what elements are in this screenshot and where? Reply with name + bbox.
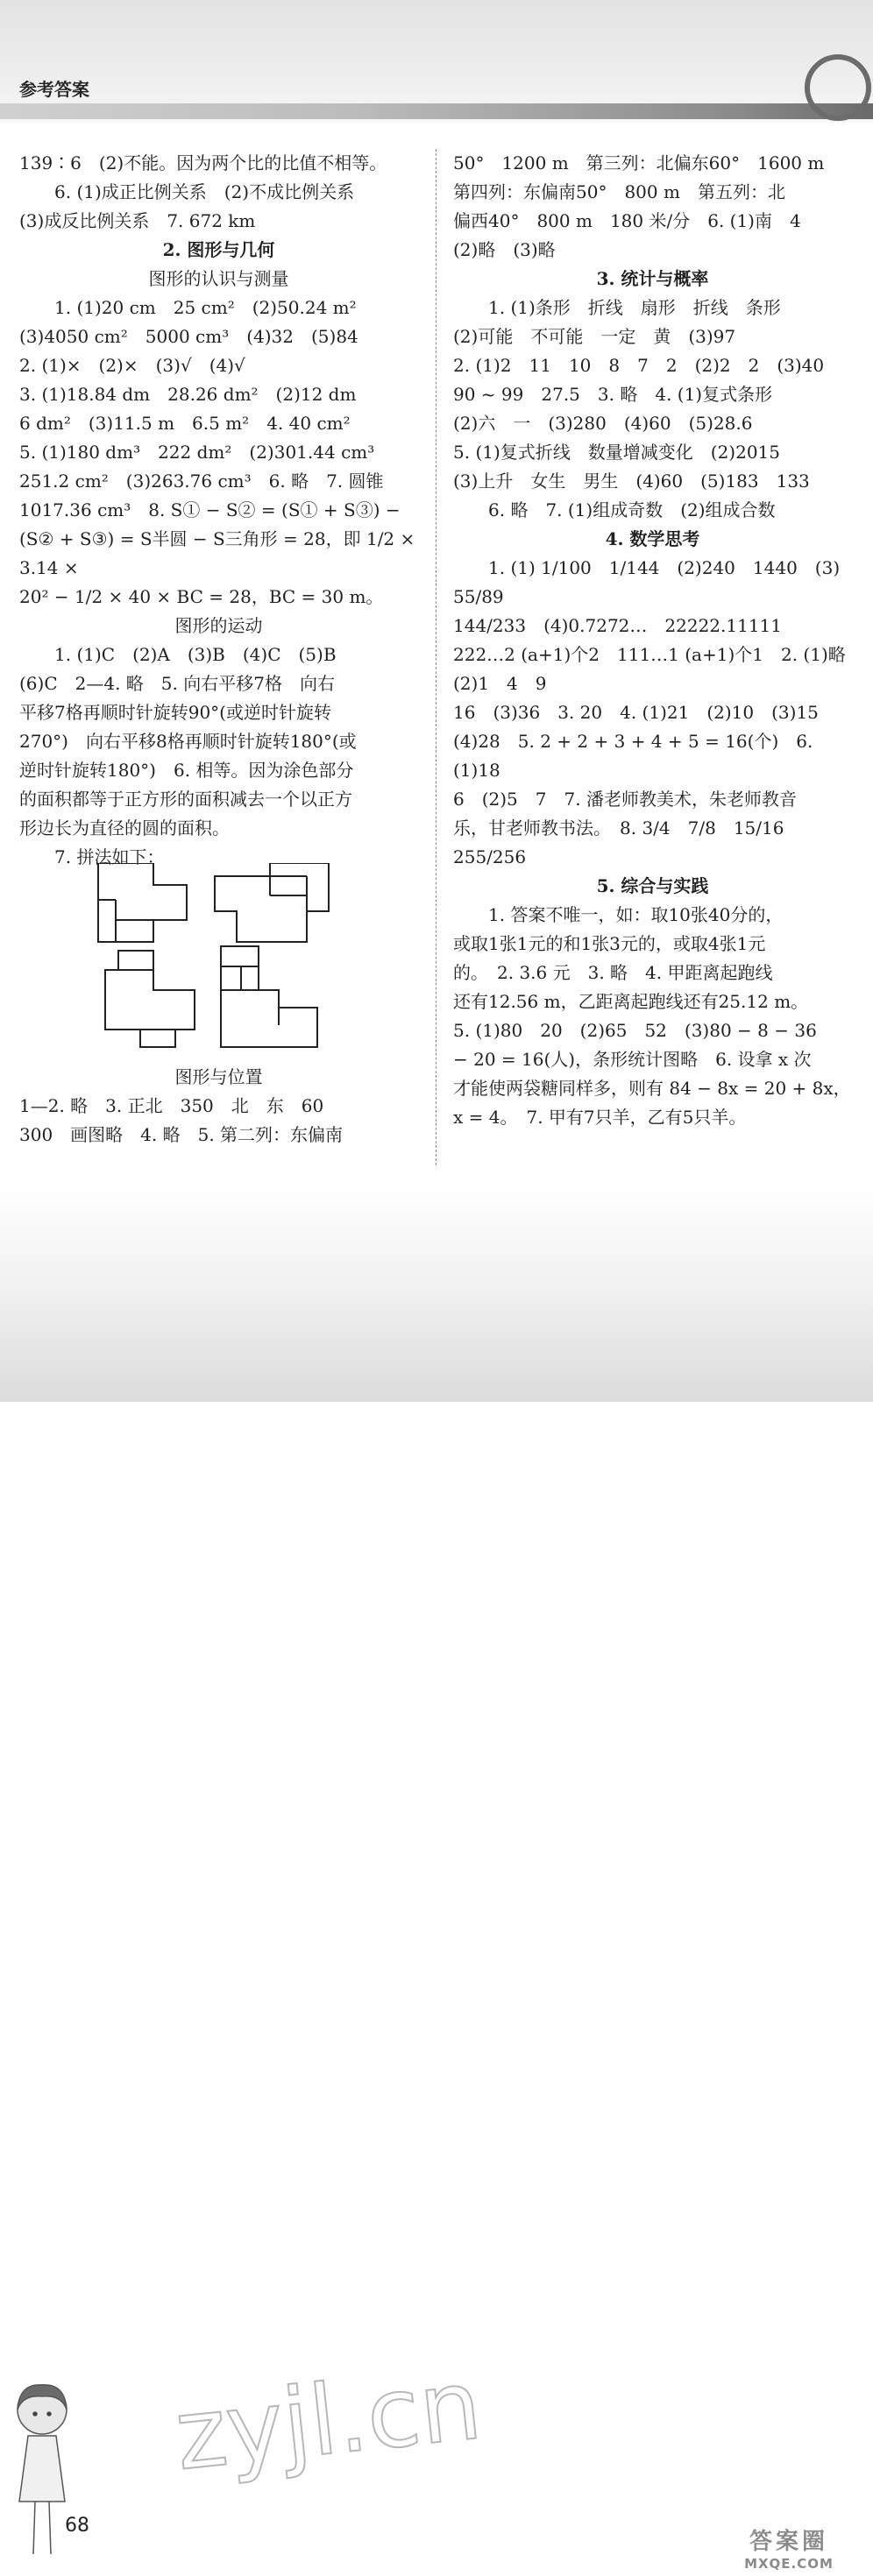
right-column-line: 3. 统计与概率 [596, 268, 709, 289]
girl-dress [19, 2436, 65, 2502]
figure-2-outline [215, 863, 329, 942]
right-column-line: 144/233 (4)0.7272… 22222.11111 [453, 615, 782, 636]
right-column-line: 5. (1)复式折线 数量增减变化 (2)2015 [453, 442, 780, 463]
left-column-line: 图形的认识与测量 [148, 268, 289, 289]
left-column-bottom-line: 1—2. 略 3. 正北 350 北 东 60 [19, 1095, 324, 1116]
left-column-line: 平移7格再顺时针旋转90°(或逆时针旋转 [19, 702, 331, 723]
left-column-line: 6 dm² (3)11.5 m 6.5 m² 4. 40 cm² [19, 413, 351, 434]
right-column-line: 或取1张1元的和1张3元的，或取4张1元 [453, 933, 766, 954]
right-column [453, 149, 863, 1132]
girl-leg [49, 2502, 51, 2554]
left-column-line: 图形的运动 [174, 615, 263, 636]
left-column-line: 7. 拼法如下： [54, 846, 165, 867]
right-column-line: − 20 = 16(人)，条形统计图略 6. 设拿 x 次 [453, 1049, 812, 1070]
right-column-line: 1. (1) 1/100 1/144 (2)240 1440 (3) 55/89 [453, 557, 846, 607]
tangram-figures-svg [88, 863, 351, 1073]
header-ring-icon [805, 54, 871, 121]
left-column-line: (3)成反比例关系 7. 672 km [19, 210, 256, 231]
left-column-line: 251.2 cm² (3)263.76 cm³ 6. 略 7. 圆锥 [19, 471, 384, 492]
logo-main-text: 答案圈 [749, 2529, 828, 2555]
left-column-line: (S② + S③) = S半圆 − S三角形 = 28，即 1/2 × 3.14 × [19, 528, 421, 578]
girl-eye [33, 2412, 37, 2416]
left-column-bottom-line: 300 画图略 4. 略 5. 第二列：东偏南 [19, 1124, 344, 1145]
site-logo [719, 2523, 859, 2576]
right-column-line: 5. (1)80 20 (2)65 52 (3)80 − 8 − 36 [453, 1020, 817, 1041]
right-column-line: (2)可能 不可能 一定 黄 (3)97 [453, 326, 736, 347]
left-column-line: 5. (1)180 dm³ 222 dm² (2)301.44 cm³ [19, 442, 375, 463]
left-column-line: 2. 图形与几何 [162, 239, 275, 260]
girl-leg [33, 2502, 35, 2554]
right-column-line: 还有12.56 m，乙距离起跑线还有25.12 m。 [453, 991, 809, 1012]
right-column-line: 2. (1)2 11 10 8 7 2 (2)2 2 (3)40 [453, 355, 825, 376]
right-column-line: (2)六 一 (3)280 (4)60 (5)28.6 [453, 413, 753, 434]
header-band [0, 103, 873, 119]
page-footer [0, 1183, 873, 2572]
figure-4-outline [221, 946, 317, 1047]
figure-1-outline [98, 863, 187, 942]
left-column-line: 形边长为直径的圆的面积。 [19, 817, 230, 839]
left-column-bottom-line: 图形与位置 [174, 1066, 263, 1087]
left-column-line: 1. (1)20 cm 25 cm² (2)50.24 m² [54, 297, 357, 318]
left-column-line: 3. (1)18.84 dm 28.26 dm² (2)12 dm [19, 384, 357, 405]
page-header [0, 0, 873, 123]
right-column-line: 222…2 (a+1)个2 111…1 (a+1)个1 2. (1)略 (2)1 4 9 [453, 644, 863, 694]
right-column-line: x = 4。 7. 甲有7只羊，乙有5只羊。 [453, 1107, 747, 1128]
right-column-line: (4)28 5. 2 + 2 + 3 + 4 + 5 = 16(个) 6. (1)18 [453, 731, 819, 781]
left-column-line: 的面积都等于正方形的面积减去一个以正方 [19, 789, 352, 810]
right-column-line: 6. 略 7. (1)组成奇数 (2)组成合数 [488, 499, 776, 520]
left-column-bottom [19, 1063, 418, 1150]
right-column-line: (3)上升 女生 男生 (4)60 (5)183 133 [453, 471, 810, 492]
tangram-figures [88, 863, 351, 1073]
left-column [19, 149, 421, 872]
figure-3-outline [105, 951, 195, 1047]
right-column-line: 第四列：东偏南50° 800 m 第五列：北 [453, 181, 785, 202]
watermark-text: zyjl.cn [170, 2348, 486, 2492]
right-column-line: 1. 答案不唯一，如：取10张40分的， [488, 904, 784, 925]
girl-illustration-icon [9, 2379, 88, 2572]
right-column-line: 90 ~ 99 27.5 3. 略 4. (1)复式条形 [453, 384, 773, 405]
right-column-line: 4. 数学思考 [605, 528, 700, 549]
left-column-line: 139∶6 (2)不能。因为两个比的比值不相等。 [19, 152, 387, 173]
left-column-line: 2. (1)× (2)× (3)√ (4)√ [19, 355, 245, 376]
left-column-line: (6)C 2—4. 略 5. 向右平移7格 向右 [19, 673, 335, 694]
left-column-line: 6. (1)成正比例关系 (2)不成比例关系 [54, 181, 355, 202]
left-column-line: 20² − 1/2 × 40 × BC = 28，BC = 30 m。 [19, 586, 384, 607]
right-column-line: 才能使两袋糖同样多，则有 84 − 8x = 20 + 8x， [453, 1078, 851, 1099]
right-column-line: 乐，甘老师教书法。 8. 3/4 7/8 15/16 255/256 [453, 817, 802, 867]
logo-sub-text: MXQE.COM [744, 2556, 834, 2572]
header-title: 参考答案 [19, 79, 89, 100]
left-column-line: 1017.36 cm³ 8. S① − S② = (S① + S③) − [19, 499, 401, 520]
girl-eye [47, 2412, 51, 2416]
right-column-line: 6 (2)5 7 7. 潘老师教美术，朱老师教音 [453, 789, 797, 810]
right-column-line: 50° 1200 m 第三列：北偏东60° 1600 m [453, 152, 825, 173]
left-column-line: 1. (1)C (2)A (3)B (4)C (5)B [54, 644, 337, 665]
right-column-line: 16 (3)36 3. 20 4. (1)21 (2)10 (3)15 [453, 702, 819, 723]
right-column-line: 的。 2. 3.6 元 3. 略 4. 甲距离起跑线 [453, 962, 773, 983]
right-column-line: 5. 综合与实践 [596, 875, 709, 896]
right-column-line: (2)略 (3)略 [453, 239, 556, 260]
right-column-line: 偏西40° 800 m 180 米/分 6. (1)南 4 [453, 210, 801, 231]
left-column-line: 270°) 向右平移8格再顺时针旋转180°(或 [19, 731, 357, 752]
left-column-line: 逆时针旋转180°) 6. 相等。因为涂色部分 [19, 760, 354, 781]
page-number: 68 [65, 2515, 89, 2537]
right-column-line: 1. (1)条形 折线 扇形 折线 条形 [488, 297, 781, 318]
left-column-line: (3)4050 cm² 5000 cm³ (4)32 (5)84 [19, 326, 358, 347]
